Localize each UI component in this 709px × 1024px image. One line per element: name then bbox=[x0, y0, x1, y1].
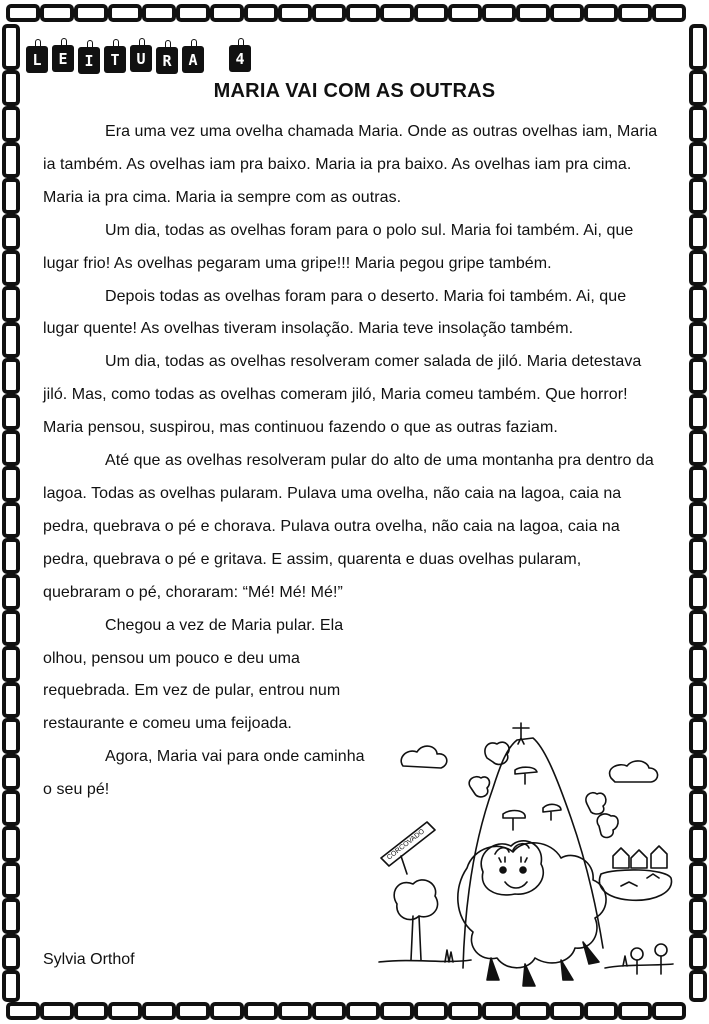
frame-bar bbox=[42, 1004, 72, 1018]
frame-bar bbox=[178, 6, 208, 20]
frame-bar bbox=[4, 648, 18, 680]
frame-bar bbox=[691, 504, 705, 536]
frame-bar bbox=[4, 360, 18, 392]
tag-letter: E bbox=[52, 45, 74, 72]
frame-bar bbox=[586, 1004, 616, 1018]
tag-letter: L bbox=[26, 46, 48, 73]
frame-bar bbox=[178, 1004, 208, 1018]
frame-bar bbox=[4, 900, 18, 932]
frame-bar bbox=[691, 360, 705, 392]
corcovado-sign-text: CORCOVADO bbox=[385, 828, 426, 862]
tag-letter: 4 bbox=[229, 45, 251, 72]
frame-bar bbox=[518, 6, 548, 20]
frame-bar bbox=[620, 1004, 650, 1018]
frame-bar bbox=[691, 900, 705, 932]
frame-bar bbox=[4, 216, 18, 248]
frame-bar bbox=[382, 6, 412, 20]
frame-bar bbox=[691, 26, 705, 68]
paragraph: Chegou a vez de Maria pular. Ela olhou, pensou um pouco e deu uma requebrada. Em vez de pular, entrou num restaurante e comeu uma feijoada. bbox=[43, 616, 344, 733]
frame-bar bbox=[4, 792, 18, 824]
frame-bar bbox=[4, 828, 18, 860]
frame-bar bbox=[586, 6, 616, 20]
frame-bar bbox=[691, 144, 705, 176]
tag-letter: A bbox=[182, 46, 204, 73]
frame-bar bbox=[212, 1004, 242, 1018]
frame-bar bbox=[620, 6, 650, 20]
frame-bar bbox=[691, 180, 705, 212]
frame-bar bbox=[4, 756, 18, 788]
frame-bar bbox=[110, 6, 140, 20]
frame-bar bbox=[4, 180, 18, 212]
frame-bar bbox=[484, 1004, 514, 1018]
frame-bar bbox=[416, 1004, 446, 1018]
frame-bar bbox=[8, 6, 38, 20]
frame-bar bbox=[691, 576, 705, 608]
frame-bar bbox=[314, 6, 344, 20]
frame-bar bbox=[691, 792, 705, 824]
tag-letter: U bbox=[130, 45, 152, 72]
frame-bar bbox=[691, 540, 705, 572]
paragraph: Até que as ovelhas resolveram pular do alto de uma montanha pra dentro da lagoa. Todas as ovelhas pularam. Pulava uma ovelha, não caia na lagoa, caia na pedra, quebrava o pé e chorava. Pulava outra ovelha, não caia na lagoa, caia na pedra, quebrava o pé e gritava. E assim, quarenta e duas ovelhas pularam, quebraram o pé, choraram: “Mé! Mé! Mé!” bbox=[43, 452, 654, 601]
frame-bar bbox=[691, 684, 705, 716]
frame-bar bbox=[4, 288, 18, 320]
frame-bar bbox=[76, 1004, 106, 1018]
frame-bar bbox=[4, 864, 18, 896]
frame-bar bbox=[8, 1004, 38, 1018]
frame-bar bbox=[4, 396, 18, 428]
frame-bar bbox=[4, 144, 18, 176]
frame-bar bbox=[691, 720, 705, 752]
frame-bar bbox=[654, 1004, 684, 1018]
frame-bar bbox=[691, 972, 705, 1000]
frame-bar bbox=[4, 720, 18, 752]
paragraph: Era uma vez uma ovelha chamada Maria. Onde as outras ovelhas iam, Maria ia também. As ovelhas iam pra baixo. Maria ia pra baixo. As ovelhas iam pra cima. Maria ia pra cima. Maria ia sempre com as outras. bbox=[43, 123, 658, 206]
frame-bar bbox=[552, 1004, 582, 1018]
frame-bar bbox=[144, 6, 174, 20]
frame-bar bbox=[691, 828, 705, 860]
story-body bbox=[43, 116, 663, 807]
author-name: Sylvia Orthof bbox=[43, 951, 135, 968]
frame-bar bbox=[42, 6, 72, 20]
frame-bar bbox=[691, 756, 705, 788]
frame-bar bbox=[450, 1004, 480, 1018]
frame-bar bbox=[4, 972, 18, 1000]
frame-bar bbox=[110, 1004, 140, 1018]
frame-bar bbox=[280, 6, 310, 20]
frame-bar bbox=[450, 6, 480, 20]
frame-bar bbox=[212, 6, 242, 20]
frame-bar bbox=[691, 468, 705, 500]
frame-bar bbox=[691, 108, 705, 140]
frame-bar bbox=[4, 108, 18, 140]
paragraph: Depois todas as ovelhas foram para o deserto. Maria foi também. Ai, que lugar quente! As ovelhas tiveram insolação. Maria teve insolação também. bbox=[43, 287, 627, 338]
frame-bar bbox=[144, 1004, 174, 1018]
frame-bar bbox=[691, 864, 705, 896]
frame-bar bbox=[654, 6, 684, 20]
frame-bar bbox=[348, 6, 378, 20]
frame-bar bbox=[4, 684, 18, 716]
frame-bar bbox=[4, 468, 18, 500]
frame-bar bbox=[691, 936, 705, 968]
frame-bar bbox=[691, 288, 705, 320]
frame-bar bbox=[314, 1004, 344, 1018]
frame-bar bbox=[4, 612, 18, 644]
story-title: MARIA VAI COM AS OUTRAS bbox=[213, 80, 496, 102]
frame-bar bbox=[4, 26, 18, 68]
frame-bar bbox=[280, 1004, 310, 1018]
frame-bar bbox=[4, 324, 18, 356]
frame-bar bbox=[518, 1004, 548, 1018]
frame-bar bbox=[691, 216, 705, 248]
paragraph: Um dia, todas as ovelhas resolveram comer salada de jiló. Maria detestava jiló. Mas, como todas as ovelhas comeram jiló, Maria comeu também. Que horror! Maria pensou, suspirou, mas continuou fazendo o que as outras faziam. bbox=[43, 353, 642, 437]
sheep-mountain-illustration bbox=[375, 718, 675, 998]
frame-bar bbox=[4, 936, 18, 968]
frame-bar bbox=[552, 6, 582, 20]
paragraph: Agora, Maria vai para onde caminha o seu pé! bbox=[43, 748, 365, 799]
frame-bar bbox=[691, 612, 705, 644]
frame-bar bbox=[416, 6, 446, 20]
frame-bar bbox=[4, 504, 18, 536]
frame-bar bbox=[76, 6, 106, 20]
frame-bar bbox=[246, 1004, 276, 1018]
frame-bar bbox=[4, 576, 18, 608]
frame-bar bbox=[348, 1004, 378, 1018]
frame-bar bbox=[484, 6, 514, 20]
paragraph: Um dia, todas as ovelhas foram para o polo sul. Maria foi também. Ai, que lugar frio! As ovelhas pegaram uma gripe!!! Maria pegou gripe também. bbox=[43, 221, 634, 272]
frame-bar bbox=[691, 432, 705, 464]
tag-letter: T bbox=[104, 46, 126, 73]
tag-letter: R bbox=[156, 47, 178, 74]
frame-bar bbox=[691, 396, 705, 428]
frame-bar bbox=[4, 432, 18, 464]
frame-bar bbox=[691, 252, 705, 284]
tag-letter: I bbox=[78, 47, 100, 74]
frame-bar bbox=[382, 1004, 412, 1018]
frame-bar bbox=[4, 540, 18, 572]
frame-bar bbox=[691, 324, 705, 356]
frame-bar bbox=[4, 252, 18, 284]
frame-bar bbox=[246, 6, 276, 20]
frame-bar bbox=[691, 648, 705, 680]
